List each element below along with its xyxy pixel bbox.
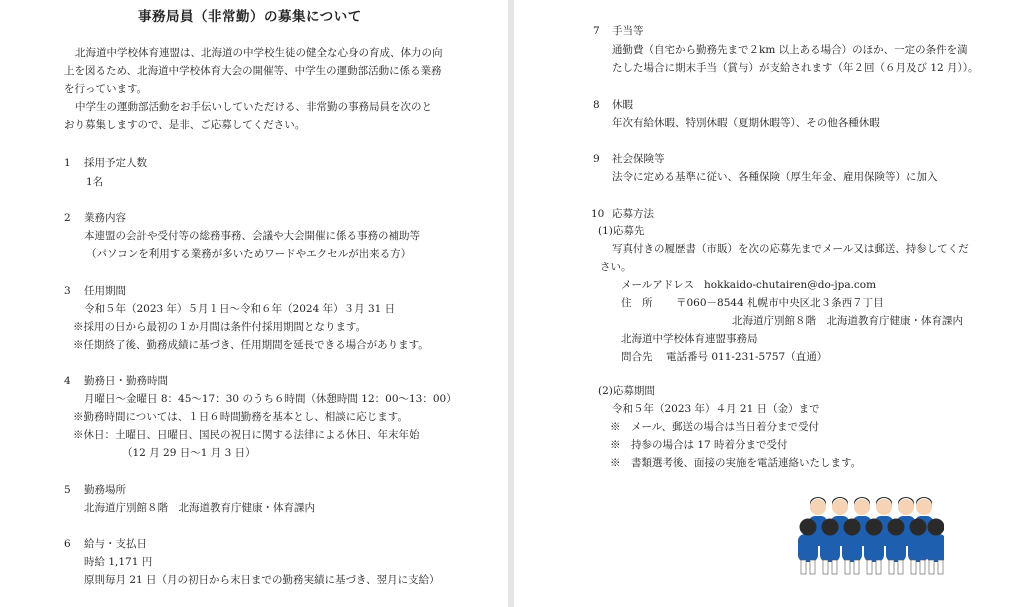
section-line: 時給 1,171 円 xyxy=(84,556,153,568)
student-head xyxy=(810,499,826,515)
student-leg xyxy=(845,560,850,574)
office-name: 北海道中学校体育連盟事務局 xyxy=(621,333,758,345)
section-number: 7 xyxy=(593,25,600,37)
section-number: 10 xyxy=(591,208,605,220)
intro-line: を行っています。 xyxy=(64,83,148,95)
student-leg xyxy=(929,560,934,574)
student-head xyxy=(910,519,927,536)
student-leg xyxy=(938,560,943,574)
section-line: 本連盟の会計や受付等の総務事務、会議や大会開催に係る事務の補助等 xyxy=(84,230,420,242)
student-leg xyxy=(920,560,925,574)
subsection-heading: (1)応募先 xyxy=(598,225,645,237)
section-heading: 勤務日・勤務時間 xyxy=(84,375,168,387)
student-body xyxy=(908,534,928,562)
postal-address: 〒060－8544 札幌市中央区北３条西７丁目 xyxy=(676,297,884,309)
document-page-right xyxy=(514,0,1024,607)
section-line: ※休日：土曜日、日曜日、国民の祝日に関する法律による休日、年末年始 xyxy=(73,429,420,441)
student-head xyxy=(916,499,932,515)
student-leg xyxy=(810,560,815,574)
section-number: 9 xyxy=(593,153,600,165)
section-line: 写真付きの履歴書（市販）を次の応募先までメール又は郵送、持参してくだ xyxy=(612,243,969,255)
section-line: （パソコンを利用する業務が多いためワードやエクセルが出来る方） xyxy=(86,248,412,260)
student-leg xyxy=(889,560,894,574)
student-head xyxy=(854,499,870,515)
section-line: 通勤費（自宅から勤務先まで２km 以上ある場合）のほか、一定の条件を満 xyxy=(612,44,968,56)
section-line: 法令に定める基準に従い、各種保険（厚生年金、雇用保険等）に加入 xyxy=(612,171,938,183)
student-leg xyxy=(823,560,828,574)
section-line: （12 月 29 日～1 月 3 日） xyxy=(122,447,256,459)
section-number: 2 xyxy=(64,212,71,224)
address-label: 住 所 xyxy=(621,297,653,309)
phone-number: 電話番号 011-231-5757（直通） xyxy=(666,351,828,363)
student-body xyxy=(842,534,862,562)
section-heading: 休暇 xyxy=(612,99,633,111)
student-body xyxy=(820,534,840,562)
student-head xyxy=(876,499,892,515)
student-head xyxy=(898,499,914,515)
student-leg xyxy=(801,560,806,574)
student-body xyxy=(864,534,884,562)
student-leg xyxy=(854,560,859,574)
student-head xyxy=(866,519,883,536)
section-number: 8 xyxy=(593,99,600,111)
section-line: ※勤務時間については、１日６時間勤務を基本とし、相談に応じます。 xyxy=(73,411,408,423)
section-number: 6 xyxy=(64,538,71,550)
subsection-heading: (2)応募期間 xyxy=(598,385,655,397)
student-head xyxy=(844,519,861,536)
section-heading: 手当等 xyxy=(612,25,644,37)
section-line: ※採用の日から最初の１か月間は条件付採用期間となります。 xyxy=(73,321,367,333)
student-head xyxy=(928,519,945,536)
section-line: 令和５年（2023 年）５月１日～令和６年（2024 年）３月 31 日 xyxy=(84,303,396,315)
intro-line: 中学生の運動部活動をお手伝いしていただける、非常勤の事務局員を次のと xyxy=(75,101,432,113)
section-heading: 採用予定人数 xyxy=(84,157,147,169)
intro-line: おり募集しますので、是非、ご応募してください。 xyxy=(64,119,306,131)
section-line: ※ 持参の場合は 17 時着分まで受付 xyxy=(610,439,788,451)
student-head xyxy=(822,519,839,536)
section-heading: 勤務場所 xyxy=(84,484,126,496)
section-line: 原則毎月 21 日（月の初日から末日までの勤務実績に基づき、翌月に支給） xyxy=(84,574,440,586)
section-line: 年次有給休暇、特別休暇（夏期休暇等）、その他各種休暇 xyxy=(612,117,880,129)
section-heading: 給与・支払日 xyxy=(84,538,147,550)
section-line: ※任期終了後、勤務成績に基づき、任用期間を延長できる場合があります。 xyxy=(73,339,429,351)
student-leg xyxy=(876,560,881,574)
student-leg xyxy=(911,560,916,574)
student-body xyxy=(926,534,944,562)
document-page-left xyxy=(0,0,508,607)
section-line: 月曜日～金曜日 8：45～17：30 のうち６時間（休憩時間 12：00～13：00） xyxy=(84,393,457,405)
student-leg xyxy=(832,560,837,574)
student-head xyxy=(800,519,817,536)
section-heading: 応募方法 xyxy=(612,208,654,220)
section-line: ※ メール、郵送の場合は当日着分まで受付 xyxy=(610,421,819,433)
student-leg xyxy=(867,560,872,574)
postal-address-line2: 北海道庁別館８階 北海道教育庁健康・体育課内 xyxy=(732,315,963,327)
contact-label: 問合先 xyxy=(621,351,653,363)
section-line: 令和５年（2023 年）４月 21 日（金）まで xyxy=(612,403,820,415)
student-head xyxy=(832,499,848,515)
section-heading: 任用期間 xyxy=(84,285,126,297)
section-line: さい。 xyxy=(600,261,632,273)
students-huddle-icon xyxy=(796,490,944,576)
section-number: 3 xyxy=(64,285,71,297)
intro-line: 上を図るため、北海道中学校体育大会の開催等、中学生の運動部活動に係る業務 xyxy=(64,65,442,77)
student-body xyxy=(798,534,818,562)
section-number: 4 xyxy=(64,375,71,387)
section-number: 5 xyxy=(64,484,71,496)
page-title: 事務局員（非常勤）の募集について xyxy=(138,9,362,25)
student-body xyxy=(886,534,906,562)
email-address: hokkaido-chutairen@do-jpa.com xyxy=(704,279,877,291)
section-line: 北海道庁別館８階 北海道教育庁健康・体育課内 xyxy=(84,502,315,514)
student-leg xyxy=(898,560,903,574)
student-head xyxy=(888,519,905,536)
section-line: ※ 書類選考後、面接の実施を電話連絡いたします。 xyxy=(610,457,862,469)
email-label: メールアドレス xyxy=(621,279,694,291)
section-heading: 社会保険等 xyxy=(612,153,665,165)
section-line: たした場合に期末手当（賞与）が支給されます（年２回（６月及び 12 月））。 xyxy=(612,62,979,74)
intro-line: 北海道中学校体育連盟は、北海道の中学校生徒の健全な心身の育成、体力の向 xyxy=(75,47,443,59)
section-number: 1 xyxy=(64,157,71,169)
section-line: 1名 xyxy=(86,176,104,188)
section-heading: 業務内容 xyxy=(84,212,126,224)
